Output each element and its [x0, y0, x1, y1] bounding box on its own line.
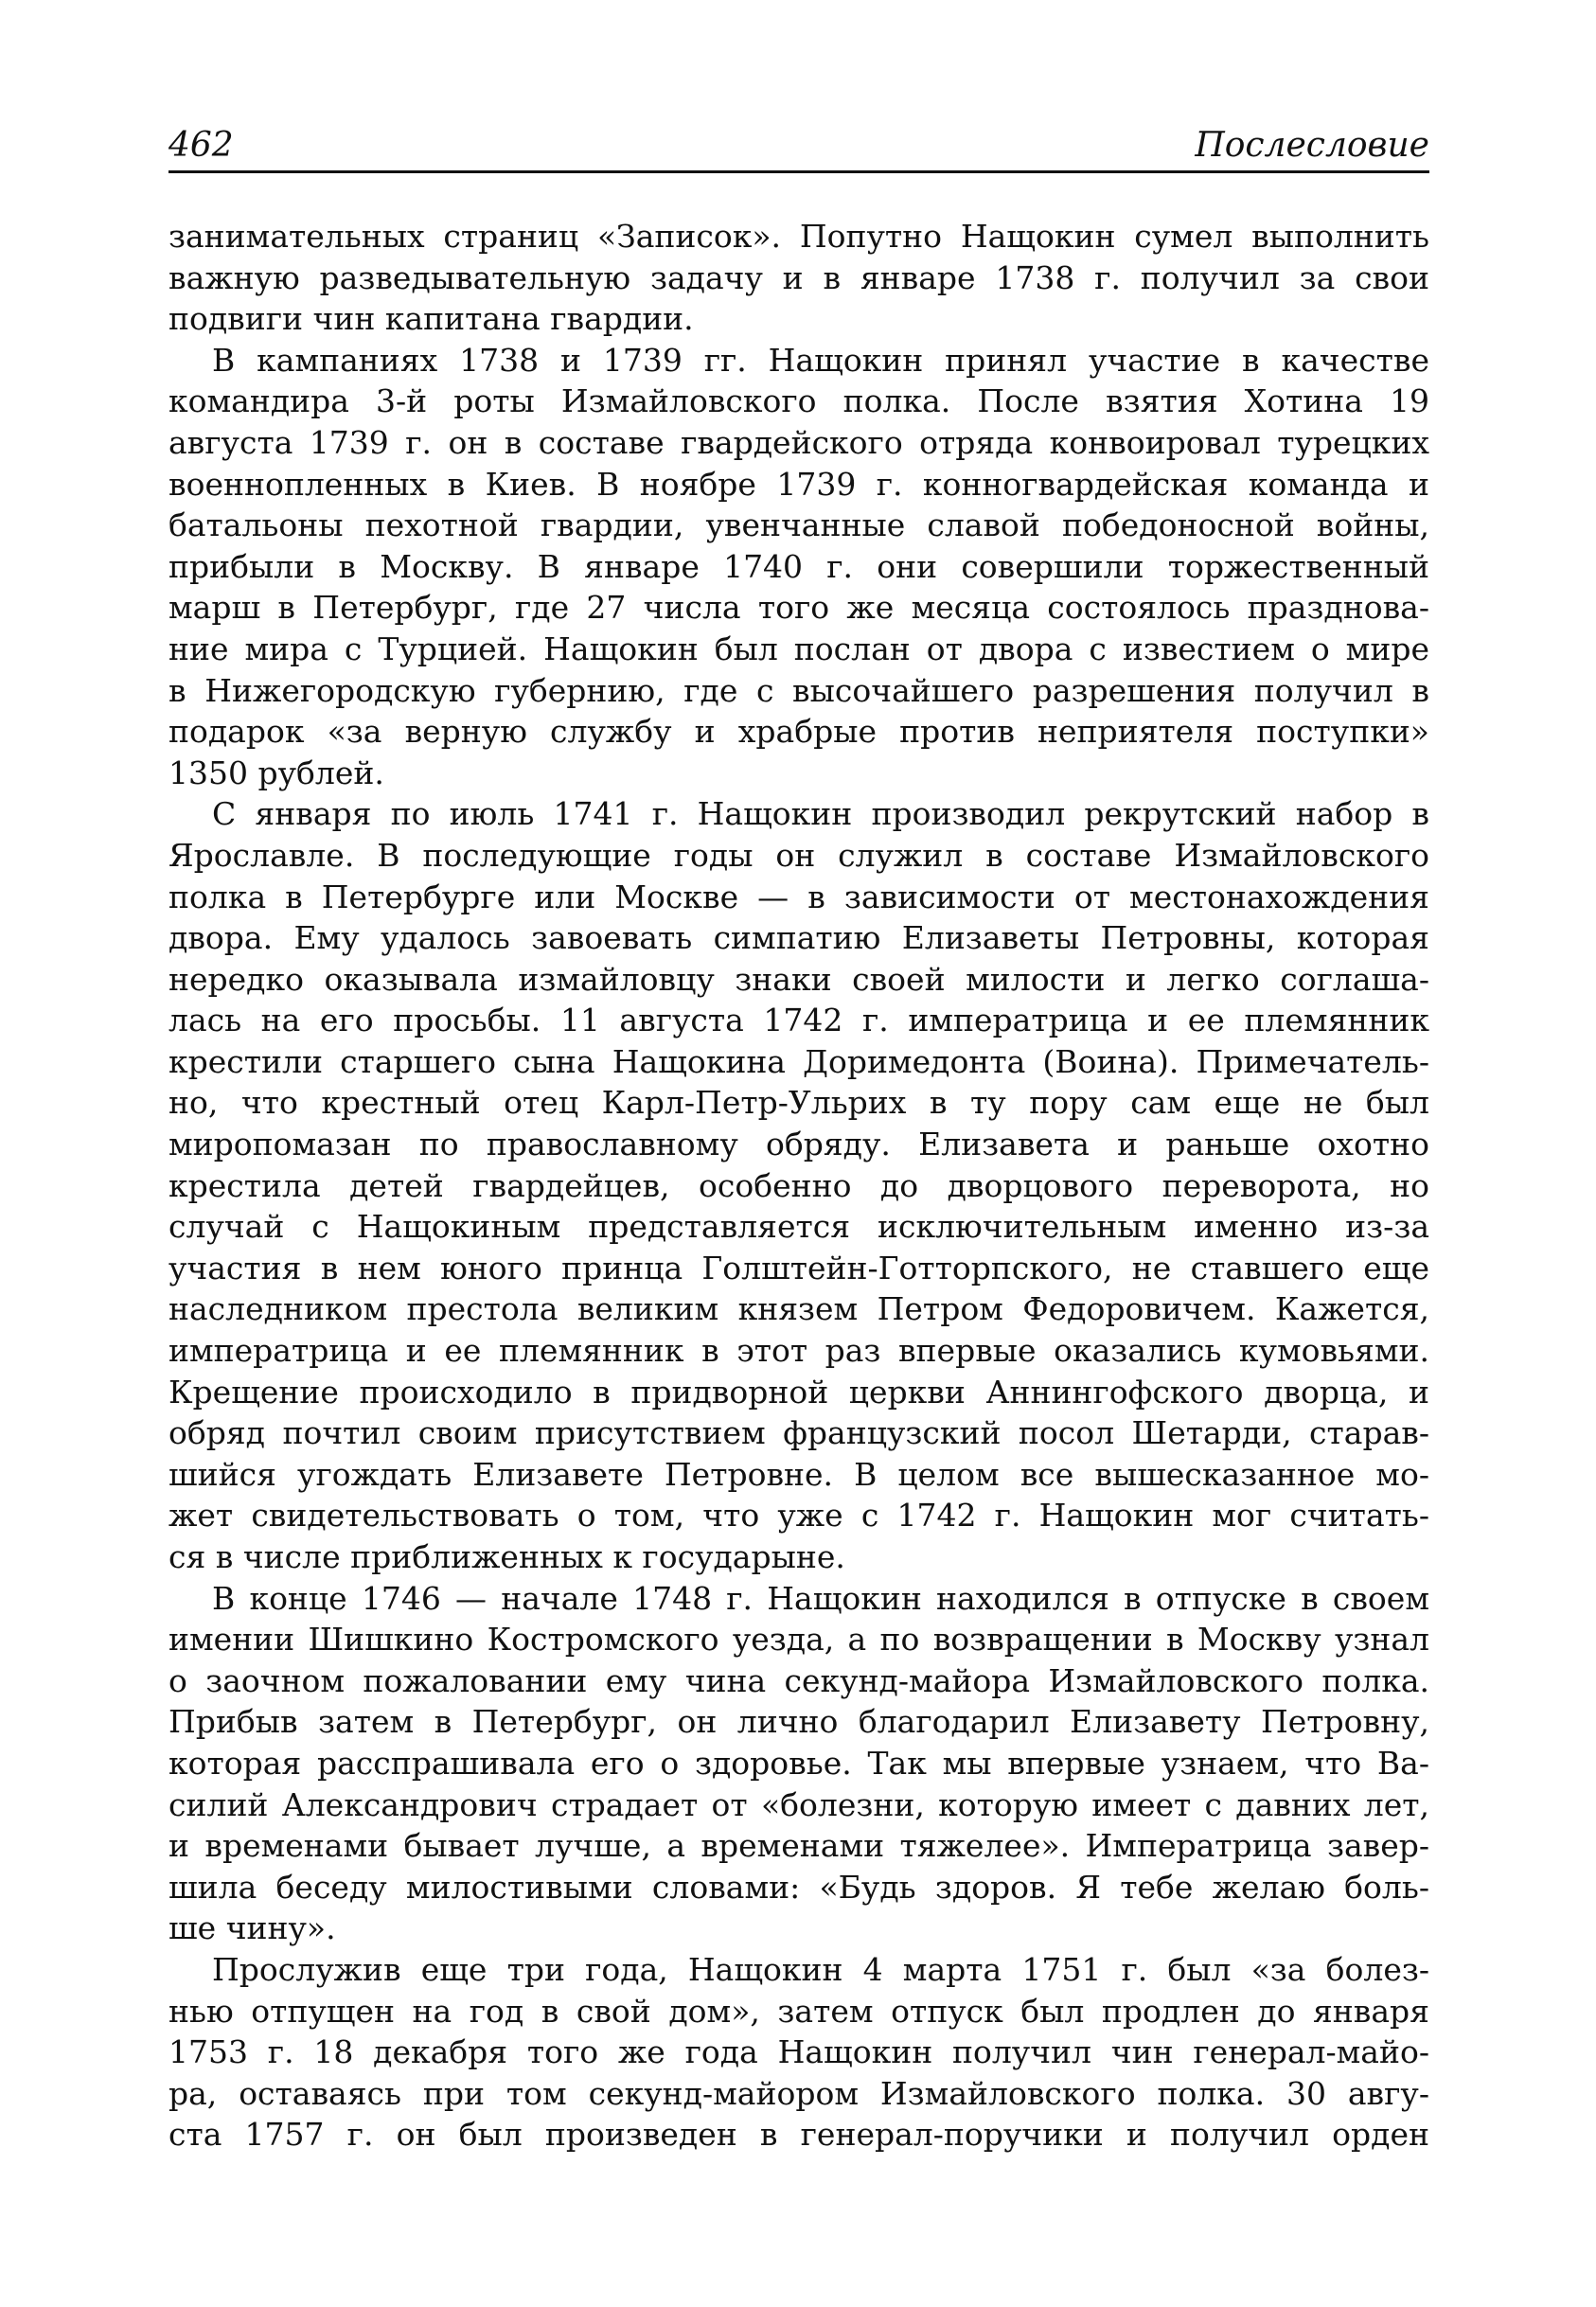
- text-line: которая расспрашивала его о здоровье. Так мы впервые узнаем, что Ва-: [168, 1744, 1429, 1782]
- paragraph: [168, 793, 1429, 1577]
- text-line: прибыли в Москву. В январе 1740 г. они совершили торжественный: [168, 547, 1429, 585]
- text-line: полка в Петербурге или Москве — в зависимости от местонахождения: [168, 878, 1429, 915]
- text-line: С января по июль 1741 г. Нащокин производил рекрутский набор в: [212, 795, 1429, 833]
- text-line: крестили старшего сына Нащокина Доримедонта (Воина). Примечатель-: [168, 1042, 1429, 1080]
- text-line: Прослужив еще три года, Нащокин 4 марта 1751 г. был «за болез-: [212, 1950, 1429, 1988]
- text-line: лась на его просьбы. 11 августа 1742 г. императрица и ее племянник: [168, 1002, 1429, 1039]
- paragraph: [168, 216, 1429, 340]
- text-line: 1753 г. 18 декабря того же года Нащокин получил чин генерал-майо-: [168, 2033, 1429, 2071]
- text-line: но, что крестный отец Карл-Петр-Ульрих в ту пору сам еще не был: [168, 1084, 1429, 1122]
- text-line: В конце 1746 — начале 1748 г. Нащокин находился в отпуске в своем: [212, 1579, 1429, 1617]
- text-line: обряд почтил своим присутствием французский посол Шетарди, старав-: [168, 1414, 1429, 1452]
- text-line: Прибыв затем в Петербург, он лично благодарил Елизавету Петровну,: [168, 1703, 1429, 1741]
- text-line: нью отпущен на год в свой дом», затем отпуск был продлен до января: [168, 1992, 1429, 2030]
- text-line: нередко оказывала измайловцу знаки своей милости и легко соглаша-: [168, 960, 1429, 998]
- text-line: участия в нем юного принца Голштейн-Готторпского, не ставшего еще: [168, 1249, 1429, 1287]
- text-line: имении Шишкино Костромского уезда, а по возвращении в Москву узнал: [168, 1621, 1429, 1659]
- text-line: подвиги чин капитана гвардии.: [168, 300, 694, 338]
- text-line: августа 1739 г. он в составе гвардейского отряда конвоировал турецких: [168, 423, 1429, 461]
- text-line: в Нижегородскую губернию, где с высочайшего разрешения получил в: [168, 671, 1429, 709]
- text-line: Крещение происходило в придворной церкви Аннингофского дворца, и: [168, 1373, 1429, 1411]
- text-line: подарок «за верную службу и храбрые против неприятеля поступки»: [168, 713, 1429, 751]
- text-line: важную разведывательную задачу и в январе 1738 г. получил за свои: [168, 258, 1429, 296]
- text-line: ся в числе приближенных к государыне.: [168, 1538, 845, 1575]
- text-line: и временами бывает лучше, а временами тяжелее». Императрица завер-: [168, 1827, 1429, 1865]
- text-line: занимательных страниц «Записок». Попутно Нащокин сумел выполнить: [168, 218, 1429, 255]
- text-line: двора. Ему удалось завоевать симпатию Елизаветы Петровны, которая: [168, 919, 1429, 957]
- running-header: [168, 121, 1429, 173]
- text-line: ние мира с Турцией. Нащокин был послан от двора с известием о мире: [168, 630, 1429, 667]
- text-line: командира 3-й роты Измайловского полка. После взятия Хотина 19: [168, 382, 1429, 420]
- text-line: случай с Нащокиным представляется исключительным именно из-за: [168, 1208, 1429, 1246]
- text-line: жет свидетельствовать о том, что уже с 1742 г. Нащокин мог считать-: [168, 1497, 1429, 1535]
- text-line: о заочном пожаловании ему чина секунд-майора Измайловского полка.: [168, 1661, 1429, 1699]
- text-line: шила беседу милостивыми словами: «Будь здоров. Я тебе желаю боль-: [168, 1868, 1429, 1906]
- text-line: миропомазан по православному обряду. Елизавета и раньше охотно: [168, 1126, 1429, 1163]
- page-number: 462: [168, 126, 234, 165]
- text-line: шийся угождать Елизавете Петровне. В целом все вышесказанное мо-: [168, 1455, 1429, 1493]
- running-title: Послесловие: [1195, 126, 1429, 165]
- text-line: марш в Петербург, где 27 числа того же месяца состоялось празднова-: [168, 589, 1429, 627]
- text-line: ра, оставаясь при том секунд-майором Измайловского полка. 30 авгу-: [168, 2074, 1429, 2112]
- body-text: [168, 216, 1429, 2156]
- text-line: наследником престола великим князем Петром Федоровичем. Кажется,: [168, 1290, 1429, 1328]
- text-line: В кампаниях 1738 и 1739 гг. Нащокин принял участие в качестве: [212, 341, 1429, 379]
- paragraph: [168, 340, 1429, 794]
- text-line: силий Александрович страдает от «болезни, которую имеет с давних лет,: [168, 1785, 1429, 1823]
- paragraph: [168, 1949, 1429, 2156]
- text-line: батальоны пехотной гвардии, увенчанные славой победоносной войны,: [168, 506, 1429, 544]
- text-line: Ярославле. В последующие годы он служил в составе Измайловского: [168, 836, 1429, 874]
- text-line: ста 1757 г. он был произведен в генерал-поручики и получил орден: [168, 2116, 1429, 2154]
- text-line: военнопленных в Киев. В ноябре 1739 г. конногвардейская команда и: [168, 465, 1429, 503]
- text-line: 1350 рублей.: [168, 754, 384, 791]
- text-line: императрица и ее племянник в этот раз впервые оказались кумовьями.: [168, 1332, 1429, 1370]
- text-line: ше чину».: [168, 1909, 336, 1947]
- paragraph: [168, 1578, 1429, 1949]
- text-line: крестила детей гвардейцев, особенно до дворцового переворота, но: [168, 1166, 1429, 1204]
